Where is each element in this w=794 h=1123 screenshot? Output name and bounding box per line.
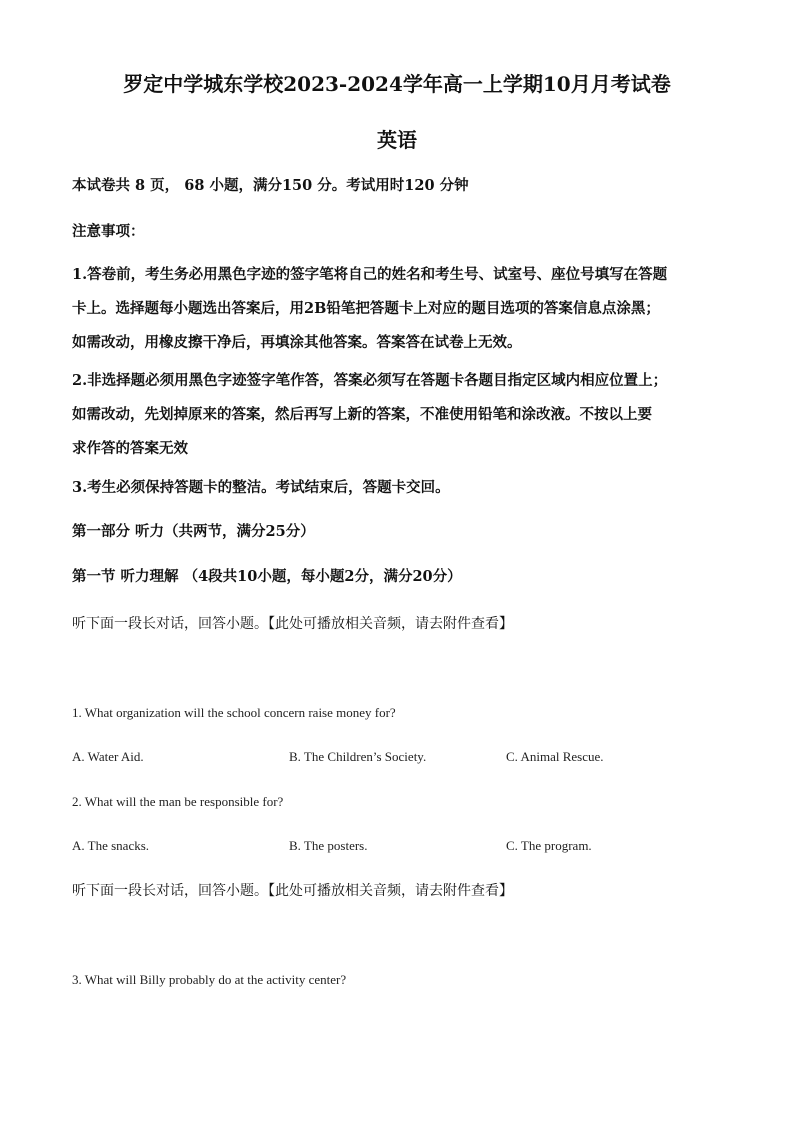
section-heading: 第一节 听力理解 （4段共10小题，每小题2分，满分20分） — [72, 568, 462, 585]
notice-line: 2.非选择题必须用黑色字迹签字笔作答，答案必须写在答题卡各题目指定区域内相应位置上； — [72, 372, 668, 389]
exam-intro: 本试卷共 8 页， 68 小题，满分150 分。考试用时120 分钟 — [72, 177, 469, 194]
notice-line: 如需改动，用橡皮擦干净后，再填涂其他答案。答案答在试卷上无效。 — [72, 334, 522, 351]
question-stem: 2. What will the man be responsible for? — [72, 794, 284, 809]
part-heading: 第一部分 听力（共两节，满分25分） — [72, 523, 315, 540]
audio-note: 听下面一段长对话，回答小题。【此处可播放相关音频，请去附件查看】 — [72, 616, 513, 632]
option-c[interactable]: C. The program. — [506, 838, 592, 853]
notice-item-1 — [72, 258, 732, 360]
option-a[interactable]: A. Water Aid. — [72, 749, 144, 764]
option-a[interactable]: A. The snacks. — [72, 838, 150, 853]
question-stem: 3. What will Billy probably do at the activity center? — [72, 972, 347, 987]
audio-note: 听下面一段长对话，回答小题。【此处可播放相关音频，请去附件查看】 — [72, 883, 513, 899]
notice-line: 如需改动，先划掉原来的答案，然后再写上新的答案，不准使用铅笔和涂改液。不按以上要 — [72, 406, 652, 423]
notice-item-2 — [72, 364, 732, 466]
notice-line: 求作答的答案无效 — [72, 440, 188, 457]
notice-line: 3.考生必须保持答题卡的整洁。考试结束后，答题卡交回。 — [72, 479, 450, 496]
notice-item-3 — [72, 471, 732, 505]
exam-subject: 英语 — [377, 128, 417, 152]
notice-line: 卡上。选择题每小题选出答案后，用2B铅笔把答题卡上对应的题目选项的答案信息点涂黑； — [72, 300, 660, 317]
question-stem: 1. What organization will the school concern raise money for? — [72, 705, 396, 720]
notice-heading: 注意事项： — [72, 223, 145, 240]
notice-line: 1.答卷前，考生务必用黑色字迹的签字笔将自己的姓名和考生号、试室号、座位号填写在答题 — [72, 266, 668, 283]
option-c[interactable]: C. Animal Rescue. — [506, 749, 604, 764]
exam-title: 罗定中学城东学校2023-2024学年高一上学期10月月考试卷 — [123, 72, 671, 96]
option-b[interactable]: B. The posters. — [289, 838, 368, 853]
option-b[interactable]: B. The Children’s Society. — [289, 749, 427, 764]
